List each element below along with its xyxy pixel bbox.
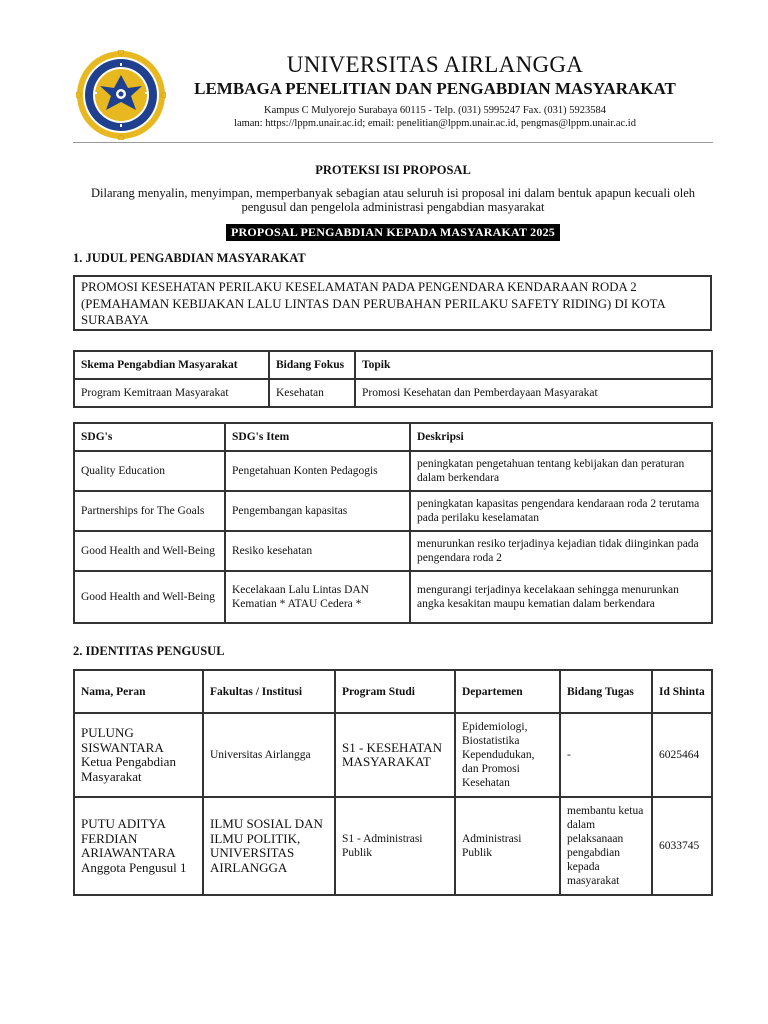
header-cell: Bidang Tugas [560,670,652,713]
departemen-cell: Epidemiologi, Biostatistika Kependudukan, dan Promosi Kesehatan [455,713,560,797]
header-divider [73,142,713,143]
table-cell: Promosi Kesehatan dan Pemberdayaan Masyarakat [355,379,712,407]
table-cell: peningkatan pengetahuan tentang kebijakan dan peraturan dalam berkendara [410,451,712,491]
table-row [74,713,712,797]
university-seal-logo [76,50,166,140]
sdg-table [73,422,713,624]
table-row [74,451,712,491]
tugas-cell: membantu ketua dalam pelaksanaan pengabdian kepada masyarakat [560,797,652,895]
table-cell: Partnerships for The Goals [74,491,225,531]
table-row [74,379,712,407]
judul-box: PROMOSI KESEHATAN PERILAKU KESELAMATAN PADA PENGENDARA KENDARAAN RODA 2 (PEMAHAMAN KEBIJAKAN LALU LINTAS DAN PERUBAHAN PERILAKU SAFETY RIDING) DI KOTA SURABAYA [73,275,712,331]
nama-peran-cell [74,797,203,895]
tugas-cell: - [560,713,652,797]
peran: Ketua Pengabdian Masyarakat [81,754,176,784]
proposal-banner-wrap [73,223,713,241]
id-shinta-cell: 6033745 [652,797,712,895]
table-row [74,571,712,623]
table-header-row [74,351,712,379]
table-cell: Pengembangan kapasitas [225,491,410,531]
table-cell: menurunkan resiko terjadinya kejadian tidak diinginkan pada pengendara roda 2 [410,531,712,571]
table-cell: Quality Education [74,451,225,491]
letterhead [160,52,710,130]
address: Kampus C Mulyorejo Surabaya 60115 - Telp. (031) 5995247 Fax. (031) 5923584 [264,105,606,116]
section-heading-judul: 1. JUDUL PENGABDIAN MASYARAKAT [73,251,306,265]
fakultas-cell: Universitas Airlangga [203,713,335,797]
institute-name: LEMBAGA PENELITIAN DAN PENGABDIAN MASYARAKAT [194,79,676,98]
proposal-banner: PROPOSAL PENGABDIAN KEPADA MASYARAKAT 2025 [226,224,560,241]
header-cell: Deskripsi [410,423,712,451]
proteksi-notice: Dilarang menyalin, menyimpan, memperbanyak sebagian atau seluruh isi proposal ini dalam bentuk apapun kecuali oleh pengusul dan pengelola administrasi pengabdian masyarakat [91,186,695,214]
header-cell: Id Shinta [652,670,712,713]
header-cell: Program Studi [335,670,455,713]
table-row [74,491,712,531]
table-cell: Kesehatan [269,379,355,407]
table-cell: mengurangi terjadinya kecelakaan sehingga menurunkan angka kesakitan maupu kematian dalam berkendara [410,571,712,623]
table-cell: Resiko kesehatan [225,531,410,571]
header-cell: Departemen [455,670,560,713]
fakultas-cell: ILMU SOSIAL DAN ILMU POLITIK, UNIVERSITAS AIRLANGGA [203,797,335,895]
nama: PULUNG SISWANTARA [81,725,164,755]
header-cell: SDG's Item [225,423,410,451]
header-cell: Skema Pengabdian Masyarakat [74,351,269,379]
table-header-row [74,423,712,451]
id-shinta-cell: 6025464 [652,713,712,797]
peran: Anggota Pengusul 1 [81,859,187,875]
table-cell: Good Health and Well-Being [74,571,225,623]
table-cell: Good Health and Well-Being [74,531,225,571]
prodi-cell: S1 - KESEHATAN MASYARAKAT [335,713,455,797]
header-cell: SDG's [74,423,225,451]
section-heading-identitas: 2. IDENTITAS PENGUSUL [73,644,225,658]
header-cell: Fakultas / Institusi [203,670,335,713]
table-cell: Pengetahuan Konten Pedagogis [225,451,410,491]
pengusul-table [73,669,713,896]
prodi-cell: S1 - Administrasi Publik [335,797,455,895]
table-row [74,797,712,895]
table-cell: Kecelakaan Lalu Lintas DAN Kematian * ATAU Cedera * [225,571,410,623]
table-cell: peningkatan kapasitas pengendara kendaraan roda 2 terutama pada perilaku keselamatan [410,491,712,531]
header-cell: Nama, Peran [74,670,203,713]
header-cell: Topik [355,351,712,379]
table-row [74,531,712,571]
nama-peran-cell [74,713,203,797]
table-header-row [74,670,712,713]
header-cell: Bidang Fokus [269,351,355,379]
university-name: UNIVERSITAS AIRLANGGA [286,52,584,77]
departemen-cell: Administrasi Publik [455,797,560,895]
skema-table [73,350,713,408]
nama: PUTU ADITYA FERDIAN ARIAWANTARA [81,816,176,860]
table-cell: Program Kemitraan Masyarakat [74,379,269,407]
contact-line: laman: https://lppm.unair.ac.id; email: penelitian@lppm.unair.ac.id, pengmas@lppm.unair.ac.id [234,118,636,129]
proteksi-title: PROTEKSI ISI PROPOSAL [315,163,471,177]
